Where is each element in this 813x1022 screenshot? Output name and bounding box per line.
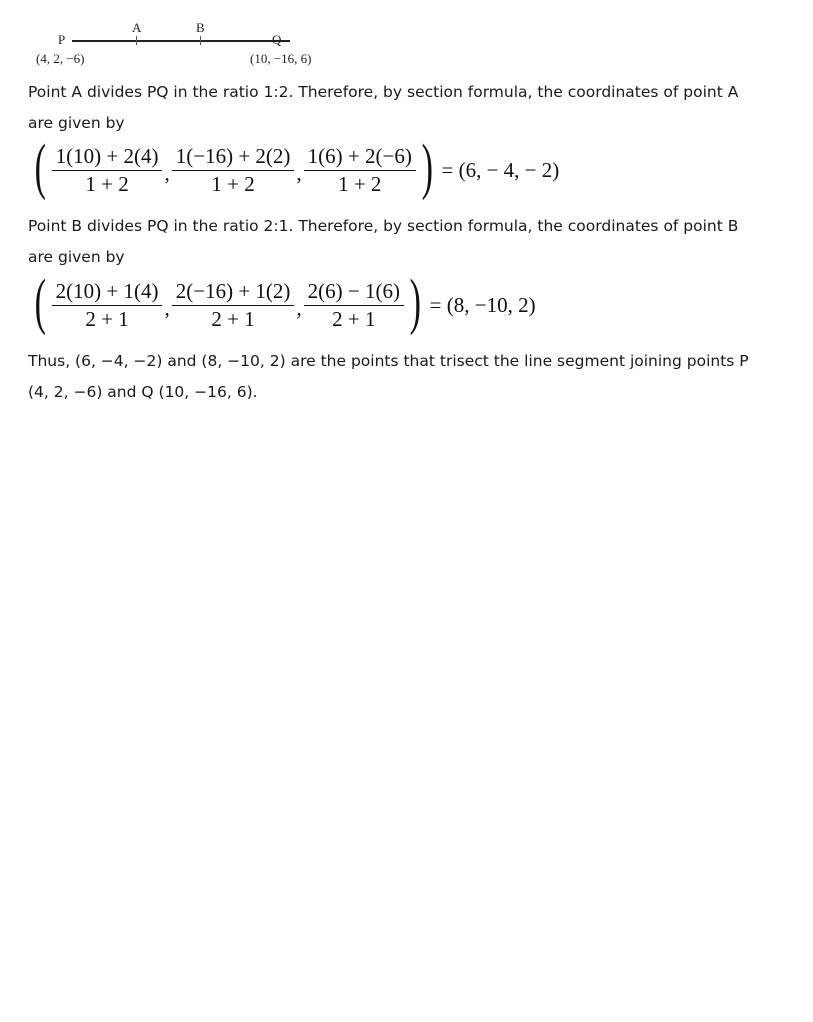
denominator: 1 + 2	[338, 171, 382, 196]
fraction-x	[52, 279, 163, 332]
paragraph-conclusion: Thus, (6, −4, −2) and (8, −10, 2) are the points that trisect the line segment joining points P (4, 2, −6) and Q (10, −16, 6).	[28, 352, 749, 401]
line-segment-figure	[28, 14, 328, 70]
denominator: 1 + 2	[211, 171, 255, 196]
tick-b	[200, 36, 201, 45]
formula-point-a	[30, 133, 560, 201]
comma: ,	[296, 295, 302, 320]
comma: ,	[164, 160, 170, 185]
fraction-z	[304, 144, 416, 197]
numerator: 1(6) + 2(−6)	[304, 144, 416, 171]
fraction-y	[172, 279, 295, 332]
label-a: A	[132, 20, 142, 35]
paragraph-point-b: Point B divides PQ in the ratio 2:1. Therefore, by section formula, the coordinates of point B are given by	[28, 217, 739, 266]
formula-point-b	[30, 268, 536, 336]
denominator: 1 + 2	[85, 171, 129, 196]
numerator: 2(6) − 1(6)	[304, 279, 404, 306]
coord-q: (10, −16, 6)	[250, 51, 312, 66]
comma: ,	[164, 295, 170, 320]
numerator: 1(−16) + 2(2)	[172, 144, 295, 171]
label-p: P	[58, 32, 66, 47]
denominator: 2 + 1	[332, 306, 376, 331]
segment-pq	[72, 40, 290, 42]
paragraph-point-a: Point A divides PQ in the ratio 1:2. Therefore, by section formula, the coordinates of point A are given by	[28, 83, 739, 132]
coord-p: (4, 2, −6)	[36, 51, 85, 66]
right-paren: )	[421, 133, 433, 201]
denominator: 2 + 1	[85, 306, 129, 331]
label-b: B	[196, 20, 205, 35]
tick-a	[136, 36, 137, 45]
fraction-x	[52, 144, 163, 197]
comma: ,	[296, 160, 302, 185]
label-q: Q	[272, 32, 282, 47]
numerator: 2(−16) + 1(2)	[172, 279, 295, 306]
left-paren: (	[34, 268, 47, 336]
denominator: 2 + 1	[211, 306, 255, 331]
fraction-y	[172, 144, 295, 197]
formula-result: = (8, −10, 2)	[429, 292, 536, 317]
numerator: 1(10) + 2(4)	[52, 144, 163, 171]
formula-result: = (6, − 4, − 2)	[441, 157, 560, 182]
numerator: 2(10) + 1(4)	[52, 279, 163, 306]
left-paren: (	[34, 133, 47, 201]
fraction-z	[304, 279, 404, 332]
right-paren: )	[409, 268, 421, 336]
